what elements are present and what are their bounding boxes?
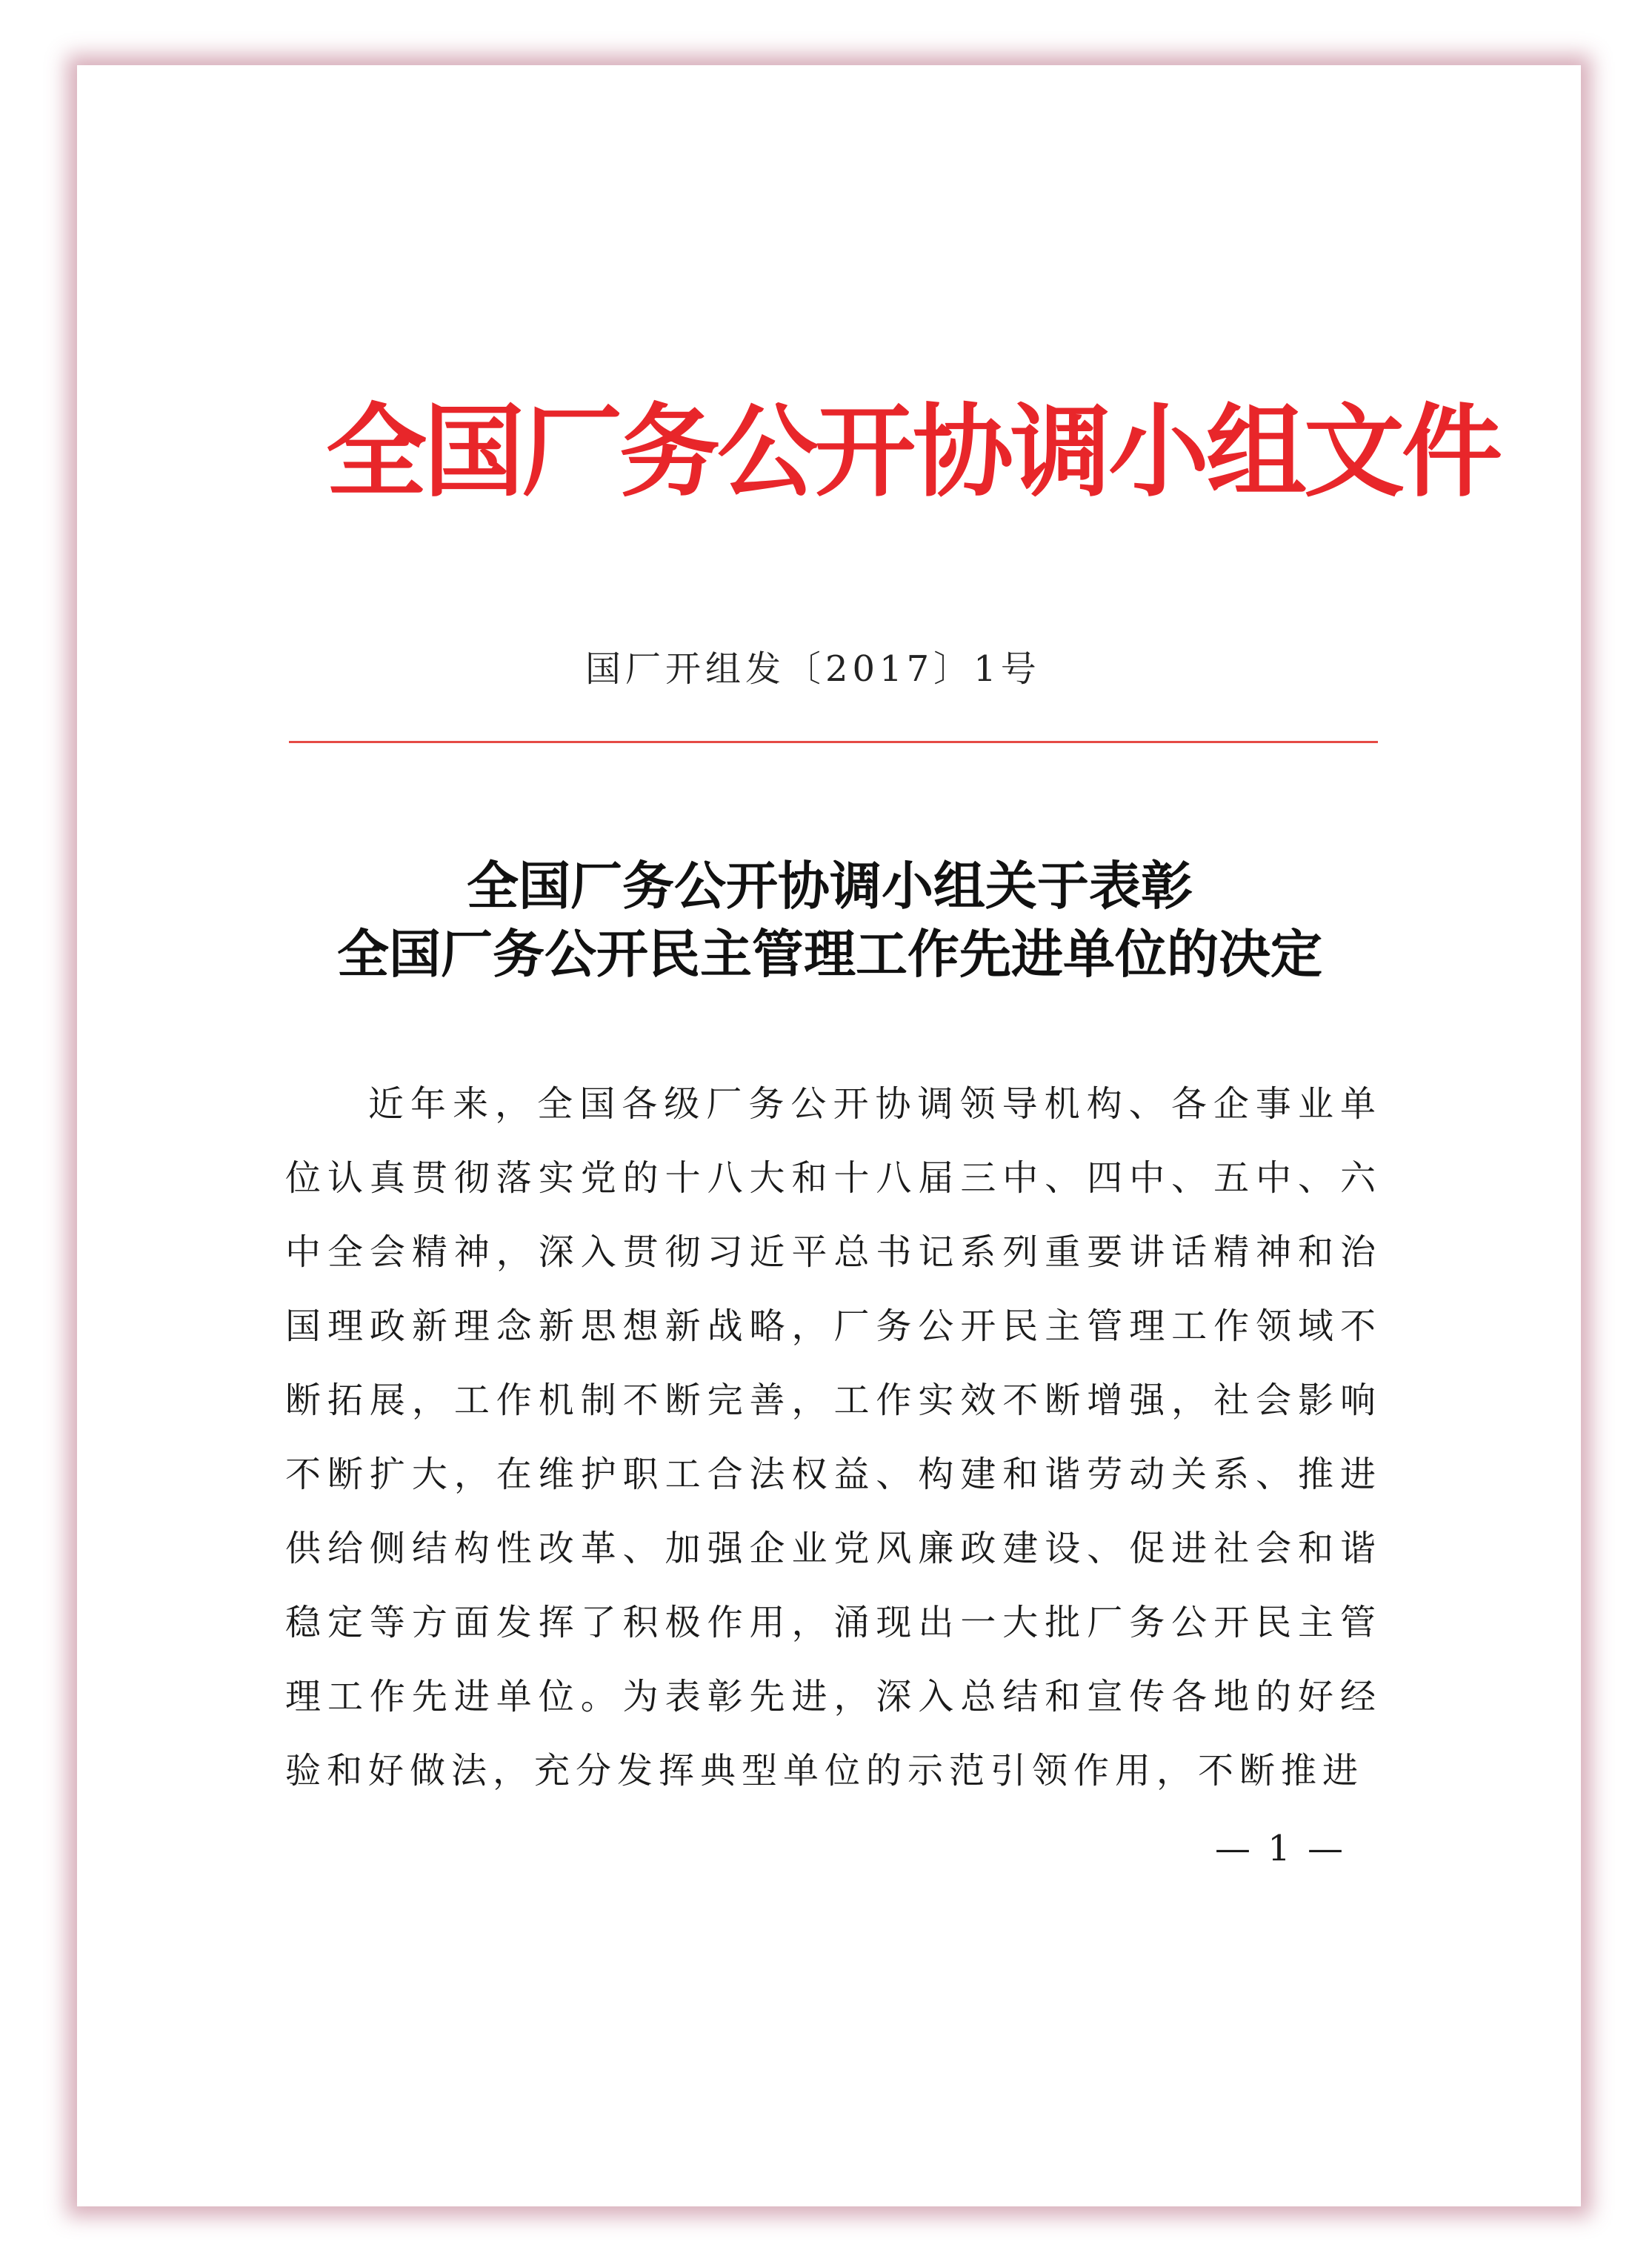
masthead-title: 全国厂务公开协调小组文件 [326, 393, 1499, 511]
red-divider-line [289, 741, 1378, 743]
page-number: — 1 — [1215, 1828, 1347, 1869]
body-paragraph: 近年来，全国各级厂务公开协调领导机构、各企事业单位认真贯彻落实党的十八大和十八届三中、四中、五中、六中全会精神，深入贯彻习近平总书记系列重要讲话精神和治国理政新理念新思想新战略，厂务公开民主管理工作领域不断拓展，工作机制不断完善，工作实效不断增强，社会影响不断扩大，在维护职工合法权益、构建和谐劳动关系、推进供给侧结构性改革、加强企业党风廉政建设、促进社会和谐稳定等方面发挥了积极作用，涌现出一大批厂务公开民主管理工作先进单位。为表彰先进，深入总结和宣传各地的好经验和好做法，充分发挥典型单位的示范引领作用，不断推进 [285, 1083, 1382, 1791]
document-number: 国厂开组发〔2017〕1号 [585, 648, 1041, 690]
decision-title [259, 852, 1400, 988]
title-line-2: 全国厂务公开民主管理工作先进单位的决定 [337, 923, 1322, 985]
title-line-1: 全国厂务公开协调小组关于表彰 [467, 855, 1193, 916]
